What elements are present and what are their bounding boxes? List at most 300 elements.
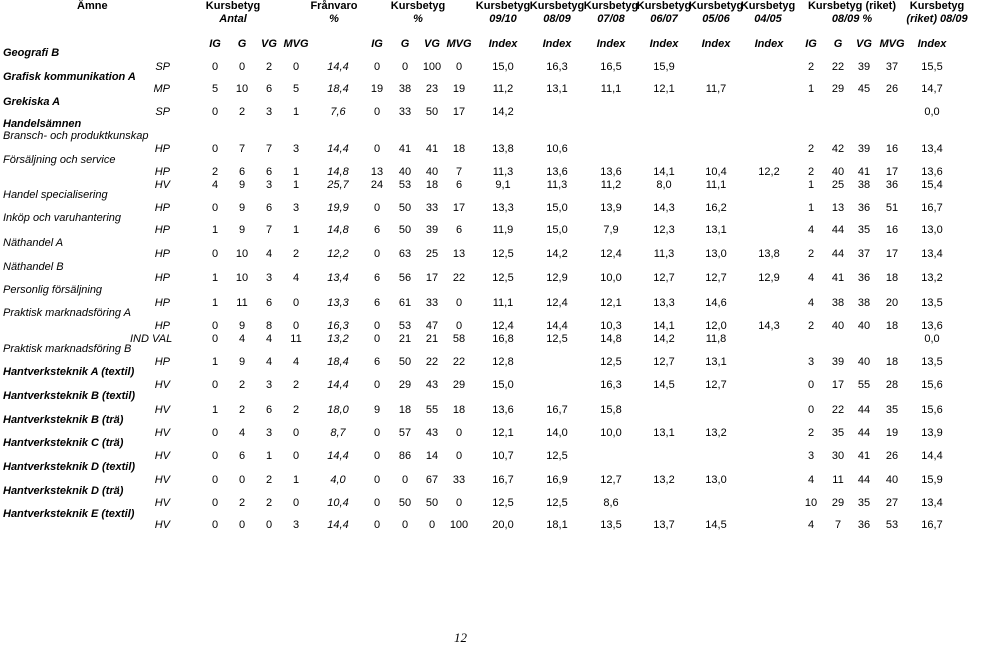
table-cell: 2 (238, 379, 246, 391)
table-cell: 10 (804, 497, 818, 509)
subject-label: Hantverksteknik B (textil) (3, 390, 136, 402)
group-heading-line2: Antal (219, 13, 247, 25)
table-cell: 38 (398, 83, 412, 95)
table-cell: 2 (265, 497, 273, 509)
subject-label: Näthandel A (3, 237, 64, 249)
table-cell: 47 (425, 320, 439, 332)
table-cell: 12,9 (546, 272, 568, 284)
table-cell: 10,4 (327, 497, 349, 509)
table-cell: 0 (373, 427, 381, 439)
table-cell: 14,4 (327, 519, 349, 531)
table-cell: 51 (885, 202, 899, 214)
table-cell: 29 (831, 497, 845, 509)
table-cell: 10,3 (600, 320, 622, 332)
table-cell: 12,3 (653, 224, 675, 236)
table-cell: 10 (235, 272, 249, 284)
table-cell: 9,1 (495, 179, 511, 191)
table-cell: 15,0 (492, 379, 514, 391)
table-cell: 14,2 (492, 106, 514, 118)
column-heading: Index (488, 38, 518, 50)
table-cell: 19,9 (327, 202, 349, 214)
table-cell: 11,1 (600, 83, 622, 95)
table-cell: 40 (857, 320, 871, 332)
table-cell: 0 (373, 106, 381, 118)
table-cell: 22 (831, 404, 845, 416)
group-heading-line1: Kursbetyg (205, 0, 261, 12)
table-cell: 14,3 (758, 320, 780, 332)
table-cell: 0 (401, 474, 409, 486)
table-cell: 16,2 (705, 202, 727, 214)
table-cell: 12,1 (600, 297, 622, 309)
table-cell: 14 (425, 450, 439, 462)
table-cell: 6 (265, 83, 273, 95)
table-cell: 7 (238, 143, 246, 155)
table-cell: 42 (831, 143, 845, 155)
program-code: MP (153, 83, 170, 95)
table-cell: 13,8 (758, 248, 780, 260)
table-cell: 39 (857, 61, 871, 73)
table-cell: 8,0 (656, 179, 672, 191)
group-heading-line1: Kursbetyg (390, 0, 446, 12)
table-cell: 0 (292, 320, 300, 332)
table-cell: 16,3 (600, 379, 622, 391)
table-cell: 3 (292, 519, 300, 531)
group-heading-line1: Kursbetyg (529, 0, 585, 12)
table-cell: 1 (211, 404, 219, 416)
program-code: HP (154, 166, 170, 178)
group-heading-line2: 07/08 (597, 13, 625, 25)
table-cell: 18,4 (327, 356, 349, 368)
table-cell: 41 (857, 166, 871, 178)
table-cell: 3 (265, 379, 273, 391)
table-cell: 2 (807, 166, 815, 178)
table-cell: 16,3 (327, 320, 349, 332)
table-cell: 13,7 (653, 519, 675, 531)
table-cell: 22 (831, 61, 845, 73)
table-cell: 39 (425, 224, 439, 236)
table-cell: 29 (831, 83, 845, 95)
table-cell: 2 (807, 143, 815, 155)
table-cell: 2 (238, 106, 246, 118)
subject-label: Försäljning och service (3, 154, 116, 166)
table-cell: 0 (211, 106, 219, 118)
program-code: HV (154, 379, 170, 391)
table-cell: 6 (373, 272, 381, 284)
table-cell: 33 (398, 106, 412, 118)
table-cell: 13,5 (921, 297, 943, 309)
table-cell: 41 (398, 143, 412, 155)
subject-label: Inköp och varuhantering (3, 212, 122, 224)
table-cell: 17 (452, 202, 466, 214)
table-cell: 53 (398, 320, 412, 332)
table-cell: 13,6 (600, 166, 622, 178)
table-cell: 15,9 (921, 474, 943, 486)
table-cell: 0 (265, 519, 273, 531)
table-cell: 0 (373, 248, 381, 260)
table-cell: 38 (857, 179, 871, 191)
table-cell: 26 (885, 83, 899, 95)
table-cell: 12,4 (546, 297, 568, 309)
table-cell: 13,3 (327, 297, 349, 309)
table-cell: 6 (265, 404, 273, 416)
group-heading-line2: 08/09 (543, 13, 571, 25)
table-cell: 15,6 (921, 379, 943, 391)
table-cell: 41 (831, 272, 845, 284)
table-cell: 0 (373, 450, 381, 462)
table-cell: 14,4 (327, 450, 349, 462)
table-cell: 36 (857, 272, 871, 284)
table-cell: 4 (807, 297, 815, 309)
table-cell: 11,3 (492, 166, 514, 178)
group-heading-line1: Kursbetyg (583, 0, 639, 12)
table-cell: 18 (452, 143, 466, 155)
table-cell: 3 (265, 272, 273, 284)
table-cell: 33 (425, 202, 439, 214)
table-cell: 0 (292, 297, 300, 309)
table-cell: 0 (455, 427, 463, 439)
subject-label: Hantverksteknik C (trä) (3, 437, 124, 449)
table-cell: 0 (211, 379, 219, 391)
table-cell: 5 (292, 83, 300, 95)
table-cell: 15,8 (600, 404, 622, 416)
table-cell: 0,0 (924, 106, 940, 118)
table-cell: 13,5 (921, 356, 943, 368)
table-cell: 44 (831, 224, 845, 236)
table-cell: 30 (831, 450, 845, 462)
table-cell: 22 (452, 272, 466, 284)
subject-label: Handelsämnen (3, 118, 82, 130)
table-cell: 16,7 (492, 474, 514, 486)
table-cell: 53 (885, 519, 899, 531)
table-cell: 17 (885, 248, 899, 260)
table-cell: 29 (452, 379, 466, 391)
subject-label: Hantverksteknik D (trä) (3, 485, 124, 497)
table-cell: 14,8 (327, 166, 349, 178)
table-cell: 4 (807, 272, 815, 284)
table-cell: 15,5 (921, 61, 943, 73)
table-cell: 14,4 (327, 379, 349, 391)
subject-column-heading: Ämne (77, 0, 108, 12)
table-cell: 12,2 (327, 248, 349, 260)
subject-label: Grekiska A (3, 96, 61, 108)
table-cell: 13,1 (705, 356, 727, 368)
subject-label: Praktisk marknadsföring A (3, 307, 131, 319)
table-cell: 14,5 (705, 519, 727, 531)
table-cell: 4 (807, 474, 815, 486)
table-cell: 12,7 (653, 356, 675, 368)
group-heading-line2: 04/05 (754, 13, 782, 25)
table-cell: 33 (452, 474, 466, 486)
table-cell: 25 (425, 248, 439, 260)
program-code: HP (154, 202, 170, 214)
table-cell: 16 (885, 143, 899, 155)
table-cell: 41 (857, 450, 871, 462)
table-cell: 16,8 (492, 333, 514, 345)
table-cell: 14,1 (653, 320, 675, 332)
column-heading: VG (856, 38, 872, 50)
table-cell: 39 (857, 143, 871, 155)
table-cell: 100 (422, 61, 442, 73)
table-cell: 36 (885, 179, 899, 191)
column-heading: IG (805, 38, 817, 50)
table-cell: 0 (211, 143, 219, 155)
table-cell: 58 (452, 333, 466, 345)
table-cell: 0 (428, 519, 436, 531)
table-cell: 6 (265, 297, 273, 309)
column-heading: G (400, 38, 410, 50)
table-cell: 16,3 (546, 61, 568, 73)
table-cell: 9 (238, 179, 246, 191)
table-cell: 40 (398, 166, 412, 178)
table-cell: 13,3 (653, 297, 675, 309)
table-cell: 1 (292, 166, 300, 178)
table-cell: 2 (292, 248, 300, 260)
subject-label: Grafisk kommunikation A (3, 71, 136, 83)
table-cell: 50 (398, 497, 412, 509)
table-cell: 14,8 (600, 333, 622, 345)
table-cell: 4 (238, 427, 246, 439)
table-cell: 15,0 (546, 202, 568, 214)
table-cell: 14,4 (327, 143, 349, 155)
table-cell: 12,5 (492, 248, 514, 260)
column-heading: VG (424, 38, 440, 50)
table-cell: 33 (425, 297, 439, 309)
table-cell: 44 (857, 427, 871, 439)
table-cell: 55 (425, 404, 439, 416)
group-heading-line2: % (413, 13, 423, 25)
table-cell: 2 (265, 474, 273, 486)
table-cell: 11,9 (492, 224, 514, 236)
table-cell: 4 (265, 333, 273, 345)
table-cell: 6 (238, 450, 246, 462)
table-cell: 40 (831, 166, 845, 178)
table-cell: 4 (265, 356, 273, 368)
table-cell: 11 (832, 474, 844, 486)
table-cell: 0 (211, 450, 219, 462)
table-cell: 7 (455, 166, 463, 178)
table-cell: 2 (807, 61, 815, 73)
subject-label: Handel specialisering (3, 189, 108, 201)
table-cell: 41 (425, 143, 439, 155)
group-heading-line1: Kursbetyg (riket) (807, 0, 897, 12)
table-cell: 4 (211, 179, 219, 191)
table-cell: 14,4 (921, 450, 943, 462)
table-cell: 11,1 (705, 179, 727, 191)
table-cell: 14,5 (653, 379, 675, 391)
program-code: SP (155, 106, 170, 118)
table-cell: 12,5 (492, 272, 514, 284)
table-cell: 21 (425, 333, 439, 345)
table-cell: 7 (265, 143, 273, 155)
table-cell: 0 (211, 497, 219, 509)
table-cell: 8,6 (603, 497, 619, 509)
table-cell: 16,5 (600, 61, 622, 73)
table-cell: 0 (373, 519, 381, 531)
table-cell: 8 (265, 320, 273, 332)
table-cell: 14,7 (921, 83, 943, 95)
table-cell: 13 (370, 166, 384, 178)
table-cell: 12,4 (492, 320, 514, 332)
table-cell: 38 (831, 297, 845, 309)
table-cell: 1 (807, 202, 815, 214)
table-cell: 18 (885, 272, 899, 284)
subject-label: Hantverksteknik B (trä) (3, 414, 124, 426)
table-cell: 13,6 (921, 166, 943, 178)
table-cell: 23 (425, 83, 439, 95)
table-cell: 56 (398, 272, 412, 284)
table-cell: 17 (425, 272, 439, 284)
table-cell: 5 (211, 83, 219, 95)
table-cell: 0 (238, 474, 246, 486)
table-cell: 4 (807, 519, 815, 531)
table-cell: 14,2 (653, 333, 675, 345)
table-cell: 19 (885, 427, 899, 439)
table-cell: 6 (265, 166, 273, 178)
table-cell: 18,1 (546, 519, 568, 531)
table-cell: 17 (452, 106, 466, 118)
table-cell: 43 (425, 427, 439, 439)
table-cell: 15,0 (546, 224, 568, 236)
table-cell: 22 (452, 356, 466, 368)
column-heading: Index (649, 38, 679, 50)
table-cell: 13,5 (600, 519, 622, 531)
table-cell: 13,9 (921, 427, 943, 439)
column-heading: Index (542, 38, 572, 50)
program-code: HV (154, 179, 170, 191)
table-cell: 45 (857, 83, 871, 95)
table-cell: 2 (807, 248, 815, 260)
table-cell: 1 (265, 450, 273, 462)
table-cell: 0 (401, 61, 409, 73)
table-cell: 6 (373, 356, 381, 368)
table-cell: 67 (425, 474, 439, 486)
table-cell: 22 (425, 356, 439, 368)
table-cell: 20,0 (492, 519, 514, 531)
table-cell: 15,6 (921, 404, 943, 416)
page-number: 12 (454, 630, 467, 645)
table-cell: 6 (455, 179, 463, 191)
table-cell: 12,5 (546, 450, 568, 462)
table-cell: 3 (265, 427, 273, 439)
table-cell: 7 (265, 224, 273, 236)
table-cell: 35 (885, 404, 899, 416)
table-cell: 4 (292, 272, 300, 284)
table-cell: 9 (238, 320, 246, 332)
table-cell: 14,0 (546, 427, 568, 439)
table-cell: 12,2 (758, 166, 780, 178)
subject-label: Geografi B (3, 47, 60, 59)
column-heading: MVG (446, 38, 472, 50)
subject-label: Hantverksteknik E (textil) (3, 508, 135, 520)
table-cell: 0 (292, 497, 300, 509)
table-cell: 10,7 (492, 450, 514, 462)
table-cell: 9 (238, 202, 246, 214)
table-cell: 0 (373, 202, 381, 214)
column-heading: VG (261, 38, 277, 50)
table-cell: 13,6 (921, 320, 943, 332)
column-heading: G (833, 38, 843, 50)
table-cell: 19 (370, 83, 384, 95)
group-heading-line2: 08/09 % (831, 13, 873, 25)
table-cell: 13,0 (705, 474, 727, 486)
group-heading-line2: 05/06 (702, 13, 730, 25)
table-cell: 63 (398, 248, 412, 260)
table-cell: 55 (857, 379, 871, 391)
program-code: HV (154, 450, 170, 462)
table-cell: 12,8 (492, 356, 514, 368)
table-cell: 2 (238, 497, 246, 509)
table-cell: 1 (807, 83, 815, 95)
table-cell: 12,5 (546, 497, 568, 509)
table-cell: 11 (236, 297, 248, 309)
table-cell: 50 (398, 224, 412, 236)
subject-label: Hantverksteknik D (textil) (3, 461, 136, 473)
table-cell: 15,9 (653, 61, 675, 73)
table-cell: 4,0 (330, 474, 346, 486)
table-cell: 10,0 (600, 272, 622, 284)
table-cell: 1 (211, 356, 219, 368)
table-cell: 13,6 (492, 404, 514, 416)
table-cell: 11 (290, 333, 302, 345)
table-cell: 6 (455, 224, 463, 236)
table-cell: 40 (885, 474, 899, 486)
group-heading-line2: 09/10 (489, 13, 517, 25)
table-cell: 2 (238, 404, 246, 416)
table-cell: 86 (398, 450, 412, 462)
table-cell: 10,0 (600, 427, 622, 439)
table-cell: 2 (807, 427, 815, 439)
table-cell: 12,5 (546, 333, 568, 345)
table-cell: 0 (373, 333, 381, 345)
table-cell: 13,3 (492, 202, 514, 214)
table-cell: 3 (292, 143, 300, 155)
program-code: HV (154, 404, 170, 416)
table-cell: 0 (807, 379, 815, 391)
table-cell: 7 (834, 519, 842, 531)
table-cell: 14,2 (546, 248, 568, 260)
table-cell: 15,0 (492, 61, 514, 73)
table-cell: 12,4 (600, 248, 622, 260)
table-cell: 13,1 (653, 427, 675, 439)
column-heading: G (237, 38, 247, 50)
table-cell: 13 (831, 202, 845, 214)
program-code: HP (154, 143, 170, 155)
table-cell: 40 (425, 166, 439, 178)
group-heading-line2: % (329, 13, 339, 25)
table-cell: 11,2 (600, 179, 622, 191)
table-cell: 7,6 (330, 106, 346, 118)
table-cell: 25 (831, 179, 845, 191)
program-code: HP (154, 297, 170, 309)
program-code: HP (154, 320, 170, 332)
table-cell: 36 (857, 202, 871, 214)
table-cell: 3 (265, 179, 273, 191)
table-cell: 0 (455, 450, 463, 462)
table-cell: 13,4 (921, 143, 943, 155)
column-heading: MVG (283, 38, 309, 50)
table-cell: 3 (265, 106, 273, 118)
table-cell: 0 (373, 143, 381, 155)
table-cell: 14,6 (705, 297, 727, 309)
table-cell: 18,0 (327, 404, 349, 416)
table-cell: 39 (831, 356, 845, 368)
table-cell: 36 (857, 519, 871, 531)
subject-label: Personlig försäljning (3, 284, 103, 296)
column-heading: Index (701, 38, 731, 50)
table-cell: 0 (211, 320, 219, 332)
table-cell: 11,3 (653, 248, 675, 260)
table-cell: 50 (398, 202, 412, 214)
